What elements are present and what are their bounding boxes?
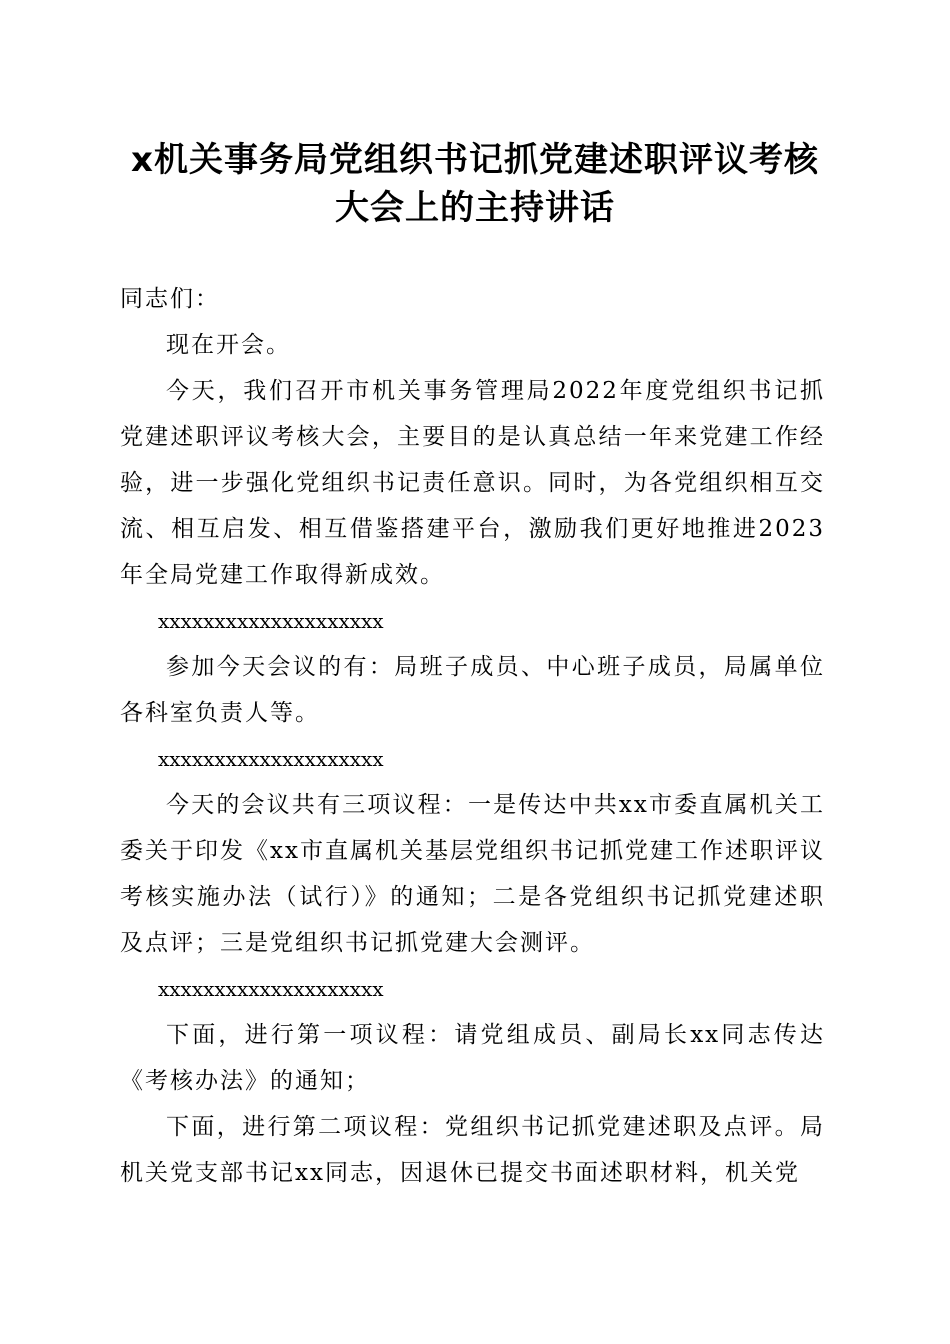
agenda-item-1-paragraph: 下面，进行第一项议程：请党组成员、副局长xx同志传达《考核办法》的通知； bbox=[120, 1022, 825, 1094]
purpose-paragraph: 今天，我们召开市机关事务管理局2022年度党组织书记抓党建述职评议考核大会，主要目的是认真总结一年来党建工作经验，进一步强化党组织书记责任意识。同时，为各党组织相互交流、相互启发、相互借鉴搭建平台，激励我们更好地推进2023年全局党建工作取得新成效。 bbox=[120, 378, 825, 588]
opening-paragraph: 现在开会。 bbox=[166, 332, 291, 358]
document-title-line-2: 大会上的主持讲话 bbox=[335, 188, 615, 228]
attendees-paragraph: 参加今天会议的有：局班子成员、中心班子成员，局属单位各科室负责人等。 bbox=[120, 654, 825, 726]
greeting-paragraph: 同志们： bbox=[120, 286, 220, 312]
placeholder-line: xxxxxxxxxxxxxxxxxxxx bbox=[158, 609, 384, 633]
agenda-paragraph: 今天的会议共有三项议程：一是传达中共xx市委直属机关工委关于印发《xx市直属机关基层党组织书记抓党建工作述职评议考核实施办法（试行）》的通知；二是各党组织书记抓党建述职及点评；三是党组织书记抓党建大会测评。 bbox=[120, 792, 825, 956]
document-title-line-1: x机关事务局党组织书记抓党建述职评议考核 bbox=[131, 140, 819, 180]
placeholder-line: xxxxxxxxxxxxxxxxxxxx bbox=[158, 747, 384, 771]
agenda-item-2-paragraph: 下面，进行第二项议程：党组织书记抓党建述职及点评。局机关党支部书记xx同志，因退休已提交书面述职材料，机关党 bbox=[120, 1114, 825, 1186]
placeholder-line: xxxxxxxxxxxxxxxxxxxx bbox=[158, 977, 384, 1001]
document-body bbox=[120, 276, 825, 1196]
